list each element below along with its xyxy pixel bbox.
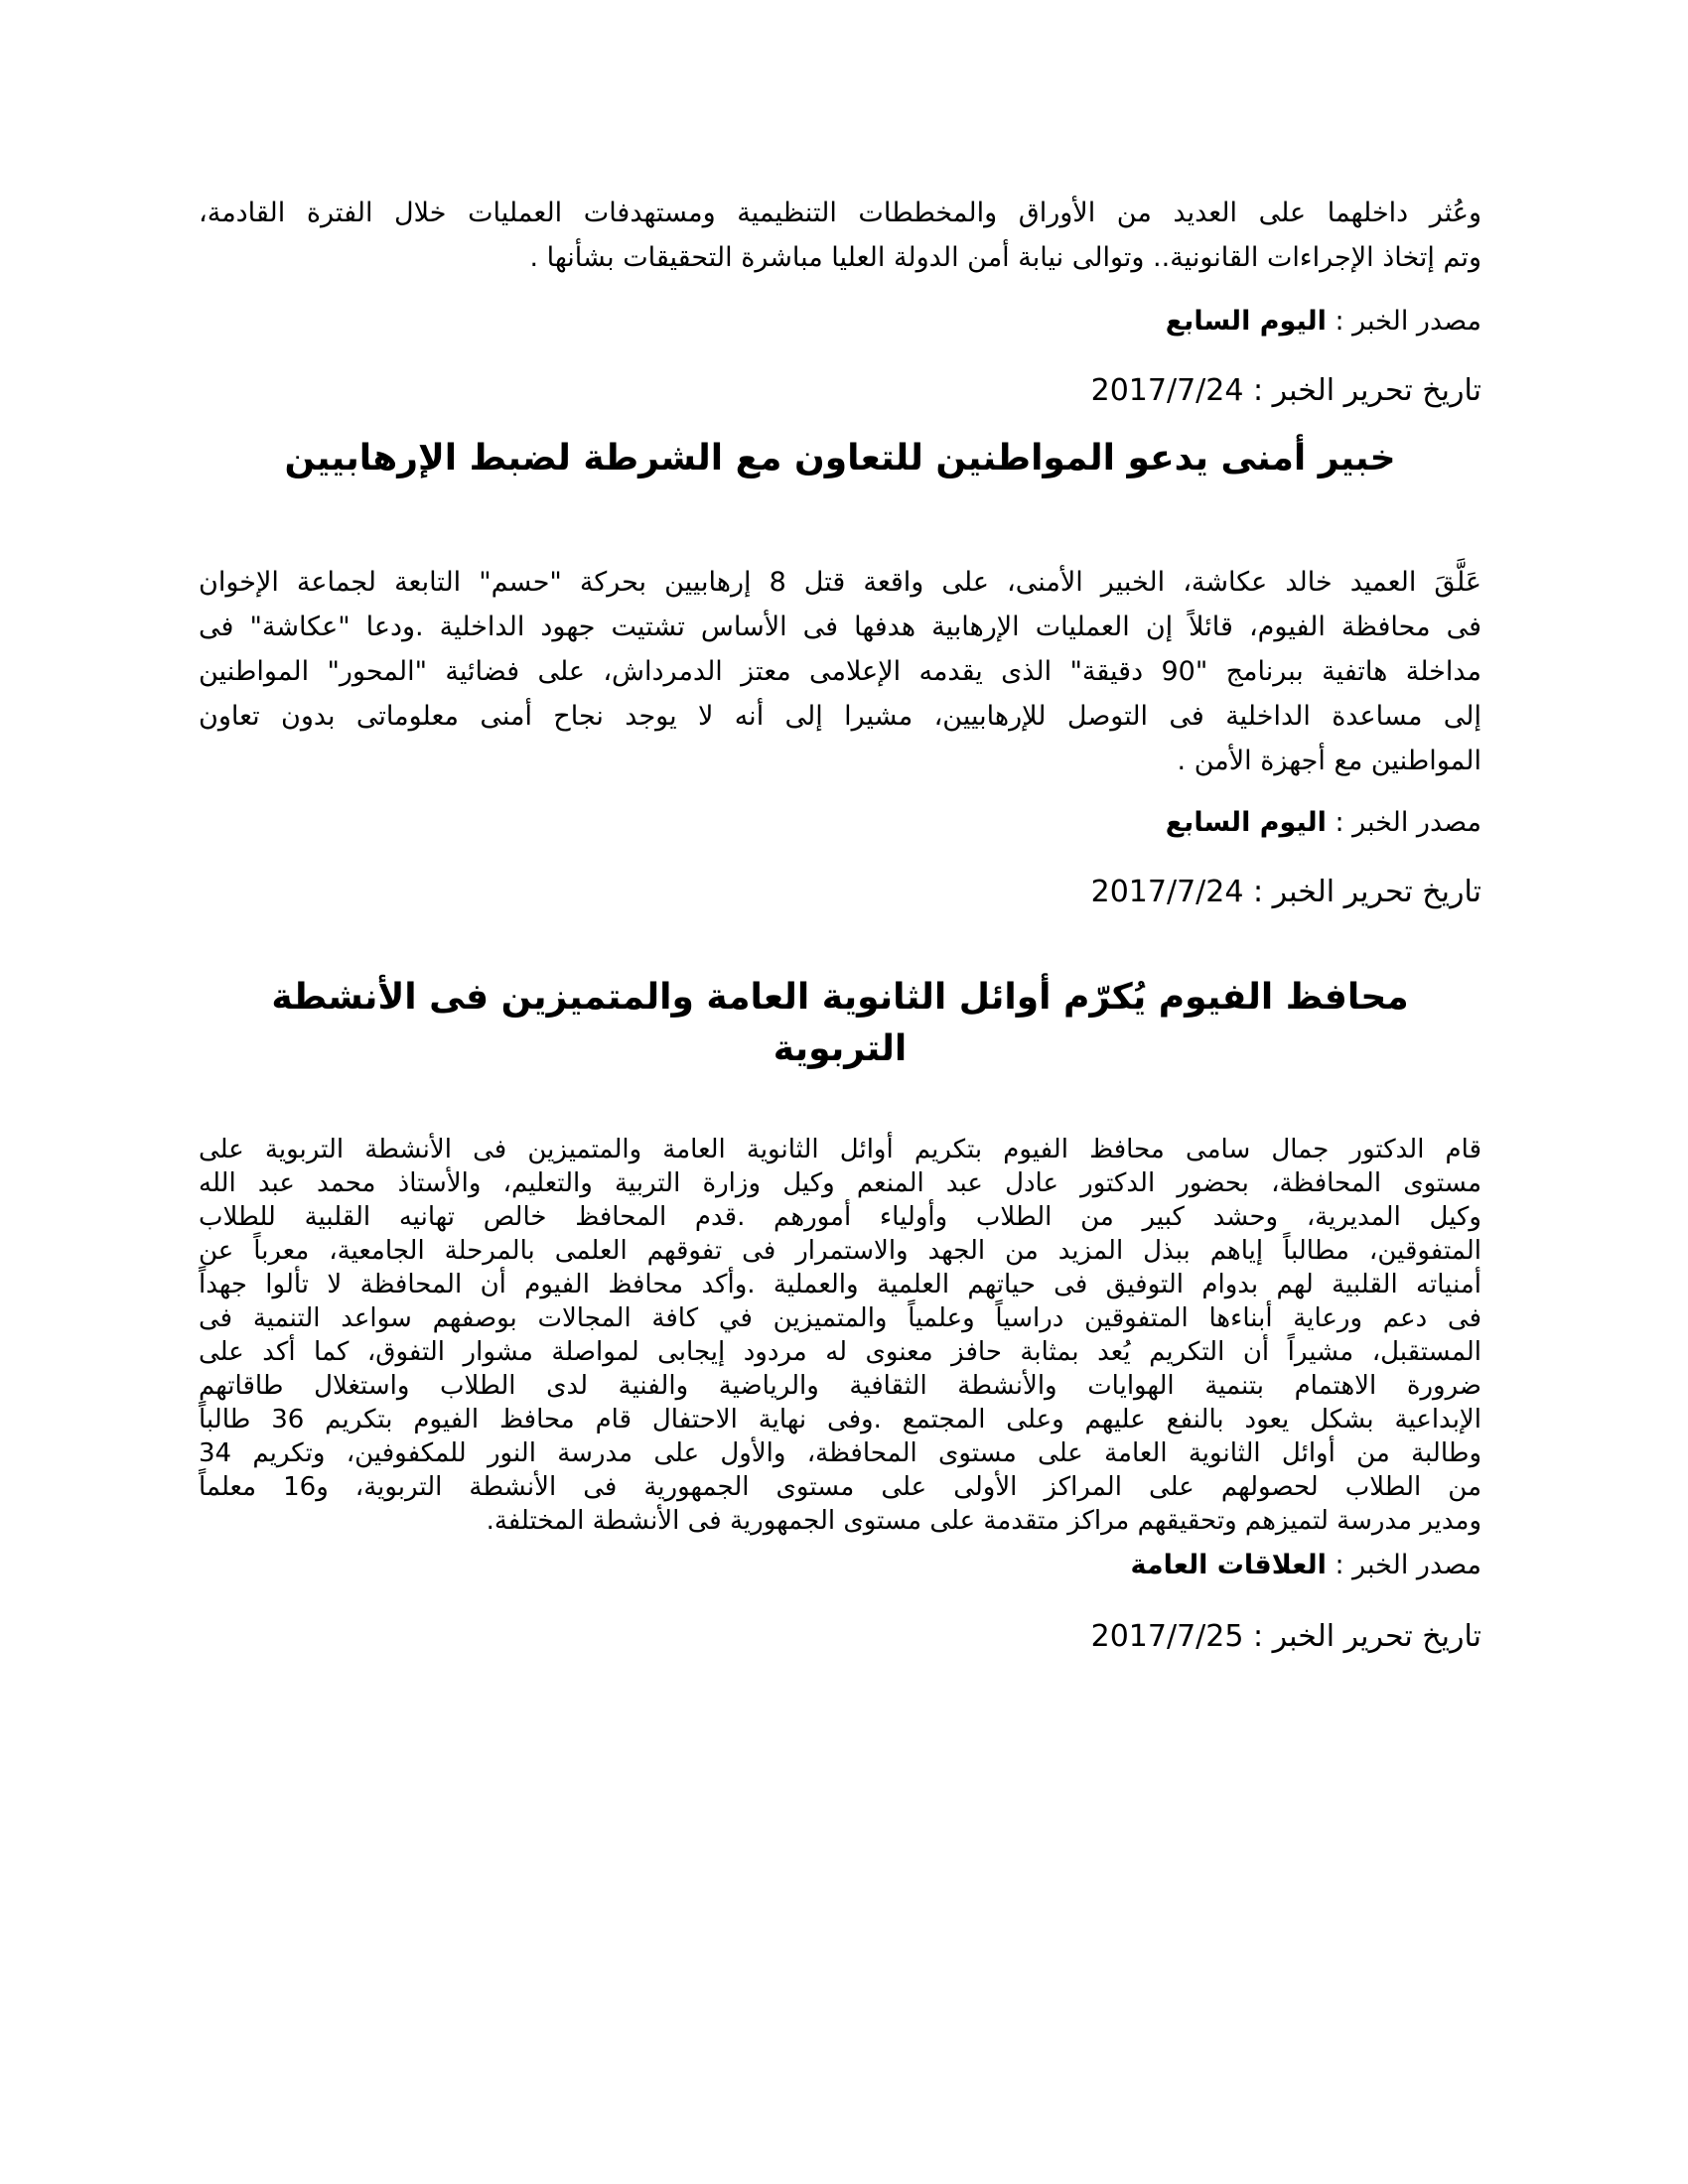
- paragraph-line: المستقبل، مشيراً أن التكريم يُعد بمثابة حافز معنوى له مردود إيجابى لمواصلة مشوار التفوق، كما أكد على: [199, 1337, 1481, 1367]
- paragraph-line: فى دعم ورعاية أبناءها المتفوقين دراسياً وعلمياً والمتميزين في كافة المجالات بوصفهم سواعد التنمية فى: [199, 1303, 1481, 1333]
- news-date: تاريخ تحرير الخبر : 2017/7/25: [1090, 1619, 1481, 1654]
- paragraph-line: أمنياته القلبية لهم بدوام التوفيق فى حياتهم العلمية والعملية .وأكد محافظ الفيوم أن المحافظة لا تألوا جهداً: [199, 1270, 1481, 1299]
- article-headline: خبير أمنى يدعو المواطنين للتعاون مع الشرطة لضبط الإرهابيين: [284, 438, 1396, 478]
- news-date: تاريخ تحرير الخبر : 2017/7/24: [1090, 373, 1481, 408]
- paragraph-line: ومدير مدرسة لتميزهم وتحقيقهم مراكز متقدمة على مستوى الجمهورية فى الأنشطة المختلفة.: [486, 1506, 1481, 1536]
- article-headline: محافظ الفيوم يُكرّم أوائل الثانوية العامة والمتميزين فى الأنشطة التربوية: [271, 977, 1409, 1069]
- news-source-label: مصدر الخبر :: [1326, 306, 1481, 337]
- paragraph-continuation: [199, 191, 1481, 280]
- paragraph-line: إلى مساعدة الداخلية فى التوصل للإرهابيين، مشيرا إلى أنه لا يوجد نجاح أمنى معلوماتى بدون تعاون: [199, 701, 1481, 732]
- paragraph-line: فى محافظة الفيوم، قائلاً إن العمليات الإرهابية هدفها فى الأساس تشتيت جهود الداخلية .ودعا "عكاشة" فى: [199, 612, 1481, 642]
- paragraph-line: وتم إتخاذ الإجراءات القانونية.. وتوالى نيابة أمن الدولة العليا مباشرة التحقيقات بشأنها .: [529, 242, 1481, 273]
- paragraph-line: المتفوقين، مطالباً إياهم ببذل المزيد من الجهد والاستمرار فى تفوقهم العلمى بالمرحلة الجامعية، معرباً عن: [199, 1236, 1481, 1266]
- paragraph-line: المواطنين مع أجهزة الأمن .: [1177, 746, 1481, 776]
- paragraph-line: عَلَّقَ العميد خالد عكاشة، الخبير الأمنى، على واقعة قتل 8 إرهابيين بحركة "حسم" التابعة لجماعة الإخوان: [199, 567, 1482, 598]
- paragraph-line: وعُثر داخلهما على العديد من الأوراق والمخططات التنظيمية ومستهدفات العمليات خلال الفترة القادمة،: [199, 198, 1481, 228]
- news-source: [199, 803, 1481, 843]
- paragraph-line: وكيل المديرية، وحشد كبير من الطلاب وأولياء أمورهم .قدم المحافظ خالص تهانيه القلبية للطلاب: [199, 1202, 1481, 1232]
- paragraph-line: ضرورة الاهتمام بتنمية الهوايات والأنشطة الثقافية والرياضية والفنية لدى الطلاب واستغلال طاقاتهم: [199, 1371, 1481, 1401]
- news-source-value: اليوم السابع: [1165, 807, 1327, 838]
- paragraph-line: الإبداعية بشكل يعود بالنفع عليهم وعلى المجتمع .وفى نهاية الاحتفال قام محافظ الفيوم بتكريم 36 طالباً: [199, 1405, 1481, 1434]
- paragraph-line: وطالبة من أوائل الثانوية العامة على مستوى المحافظة، والأول على مدرسة النور للمكفوفين، وتكريم 34: [199, 1438, 1481, 1468]
- paragraph-line: مداخلة هاتفية ببرنامج "90 دقيقة" الذى يقدمه الإعلامى معتز الدمرداش، على فضائية "المحور" المواطنين: [199, 656, 1481, 687]
- news-source-value: العلاقات العامة: [1130, 1550, 1327, 1580]
- news-source-value: اليوم السابع: [1165, 306, 1327, 337]
- news-date: تاريخ تحرير الخبر : 2017/7/24: [1090, 875, 1481, 909]
- paragraph-line: من الطلاب لحصولهم على المراكز الأولى على مستوى الجمهورية فى الأنشطة التربوية، و16 معلماً: [199, 1472, 1482, 1502]
- news-source: [199, 1546, 1481, 1585]
- paragraph-line: قام الدكتور جمال سامى محافظ الفيوم بتكريم أوائل الثانوية العامة والمتميزين فى الأنشطة التربوية على: [199, 1135, 1481, 1164]
- news-source-label: مصدر الخبر :: [1326, 807, 1481, 838]
- news-source-label: مصدر الخبر :: [1326, 1550, 1481, 1580]
- article-body: [199, 560, 1481, 783]
- document-page: [199, 191, 1481, 1659]
- article-body: [199, 1133, 1481, 1538]
- news-source: [199, 302, 1481, 341]
- paragraph-line: مستوى المحافظة، بحضور الدكتور عادل عبد المنعم وكيل وزارة التربية والتعليم، والأستاذ محمد عبد الله: [199, 1168, 1481, 1198]
